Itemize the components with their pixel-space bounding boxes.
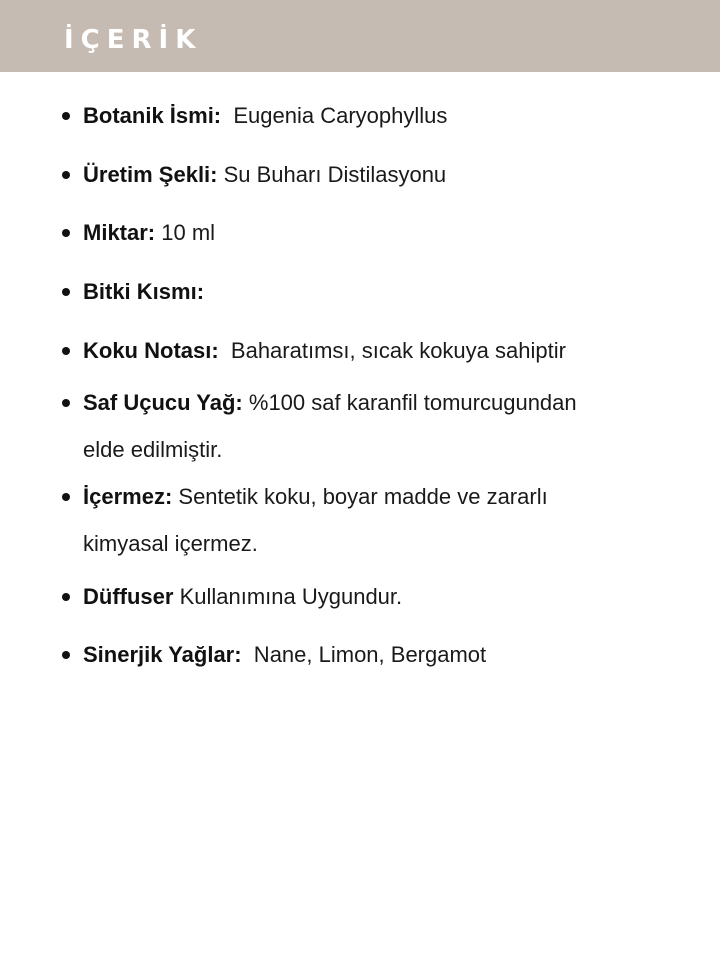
bullet-icon (62, 651, 70, 659)
item-value: Baharatımsı, sıcak kokuya sahiptir (218, 338, 566, 363)
item-value: Eugenia Caryophyllus (221, 103, 448, 128)
bullet-icon (62, 347, 70, 355)
item-label: Bitki Kısmı: (83, 279, 205, 304)
item-value-continued: kimyasal içermez. (83, 531, 258, 556)
item-label: Sinerjik Yağlar: (83, 642, 242, 667)
bullet-icon (62, 229, 70, 237)
item-value-continued: elde edilmiştir. (83, 437, 223, 462)
item-value: Sentetik koku, boyar madde ve zararlı (172, 484, 548, 509)
bullet-icon (62, 399, 70, 407)
bullet-icon (62, 593, 70, 601)
item-label: Koku Notası: (83, 338, 219, 363)
item-label: Botanik İsmi: (83, 103, 222, 128)
item-value: Kullanımına Uygundur. (173, 584, 403, 609)
item-label: İçermez: (83, 484, 173, 509)
item-value: %100 saf karanfil tomurcugundan (242, 390, 577, 415)
item-label: Düffuser (83, 584, 174, 609)
section-title: İÇERİK (64, 25, 203, 55)
item-label: Miktar: (83, 220, 156, 245)
section-header (0, 0, 720, 72)
bullet-icon (62, 171, 70, 179)
bullet-icon (62, 493, 70, 501)
item-label: Saf Uçucu Yağ: (83, 390, 243, 415)
item-value: Nane, Limon, Bergamot (241, 642, 487, 667)
item-label: Üretim Şekli: (83, 162, 218, 187)
bullet-icon (62, 112, 70, 120)
bullet-icon (62, 288, 70, 296)
item-value: 10 ml (155, 220, 216, 245)
item-value: Su Buharı Distilasyonu (217, 162, 447, 187)
